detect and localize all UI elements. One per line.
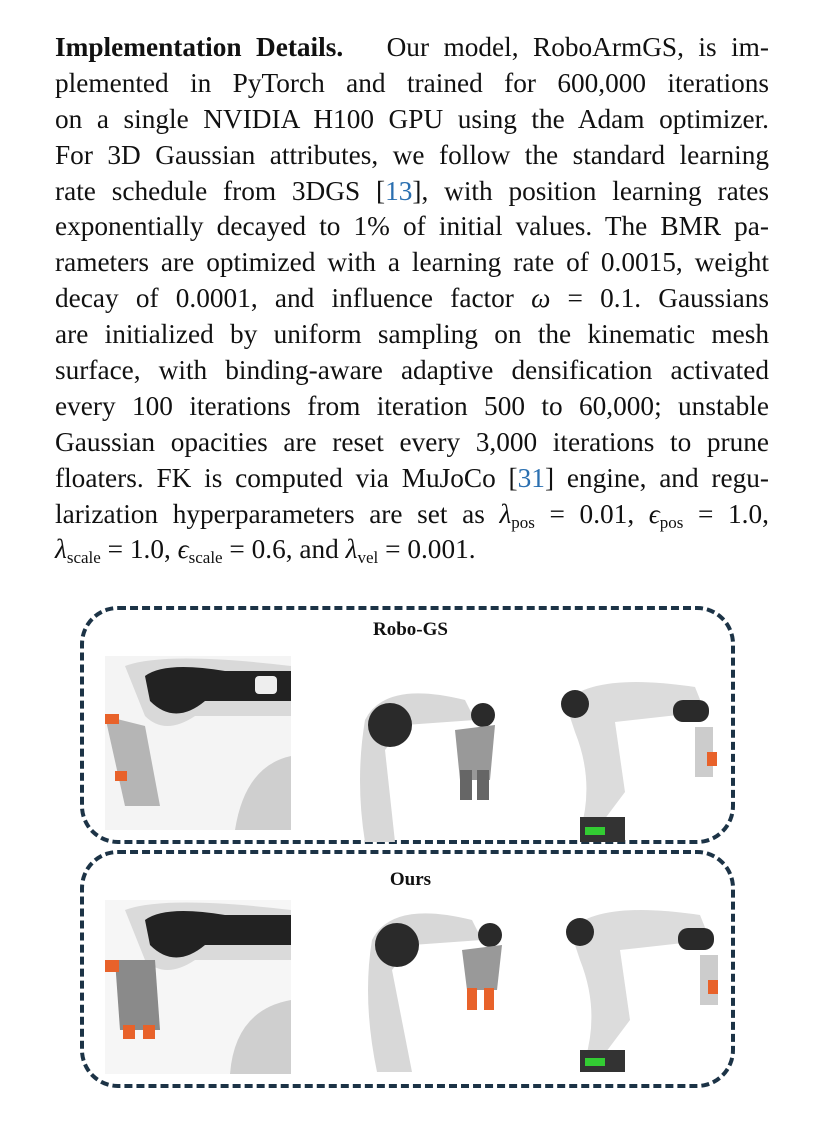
math-subscript: vel [357, 548, 379, 568]
citation-link[interactable]: 13 [385, 175, 413, 206]
figure-title-robo-gs: Robo-GS [373, 619, 448, 640]
robot-gripper-closeup-image [105, 656, 291, 830]
math-lambda: λ [55, 534, 67, 565]
text-line [55, 281, 769, 317]
math-subscript: pos [659, 512, 684, 532]
robot-arm-view-3-image [560, 900, 725, 1072]
math-subscript: scale [188, 548, 223, 568]
text: ] engine, and regu- [544, 462, 769, 493]
text: larization hyperparameters are set as [55, 498, 500, 529]
text-line [55, 30, 769, 66]
text-line: exponentially decayed to 1% of initial values. The BMR pa- [55, 211, 769, 242]
text-line [55, 532, 769, 568]
text-line: surface, with binding-aware adaptive densification activated [55, 355, 769, 386]
text: = 0.001. [378, 534, 476, 565]
text-line: every 100 iterations from iteration 500 to 60,000; unstable [55, 390, 769, 421]
math-subscript: pos [511, 512, 535, 532]
implementation-details-paragraph [55, 30, 769, 568]
text-line [55, 461, 769, 497]
text: decay of 0.0001, and influence factor [55, 283, 532, 314]
robot-gripper-closeup-image [105, 900, 291, 1074]
text: ], with position learning rates [412, 175, 770, 206]
text: = 0.01, [534, 498, 649, 529]
text-line: on a single NVIDIA H100 GPU using the Adam optimizer. [55, 103, 769, 134]
text-line: rameters are optimized with a learning rate of 0.0015, weight [55, 247, 769, 278]
robot-arm-view-2-image [345, 680, 520, 842]
text-line [55, 497, 769, 533]
figure-title-ours: Ours [389, 869, 432, 890]
text: = 1.0, [100, 534, 178, 565]
text: = 0.6, and [222, 534, 346, 565]
text-line: Gaussian opacities are reset every 3,000 iterations to prune [55, 426, 769, 457]
math-lambda: λ [499, 498, 512, 529]
citation-link[interactable]: 31 [517, 462, 545, 493]
math-epsilon: ϵ [177, 534, 189, 565]
section-heading: Implementation Details. [55, 32, 344, 62]
text: rate schedule from 3DGS [ [55, 175, 386, 206]
text-line: are initialized by uniform sampling on the kinematic mesh [55, 319, 769, 350]
robot-arm-view-2-image [352, 900, 525, 1072]
text: floaters. FK is computed via MuJoCo [ [55, 462, 518, 493]
text: = 0.1. Gaussians [550, 283, 769, 314]
text: = 1.0, [683, 498, 769, 529]
math-epsilon: ϵ [648, 498, 660, 529]
math-omega: ω [531, 283, 551, 314]
text-line: plemented in PyTorch and trained for 600,000 iterations [55, 67, 769, 98]
robot-arm-view-3-image [555, 672, 725, 842]
text: Our model, RoboArmGS, is im- [386, 32, 769, 62]
math-lambda: λ [345, 534, 358, 565]
math-subscript: scale [66, 548, 101, 568]
text-line: For 3D Gaussian attributes, we follow the standard learning [55, 139, 769, 170]
text-line [55, 174, 769, 210]
